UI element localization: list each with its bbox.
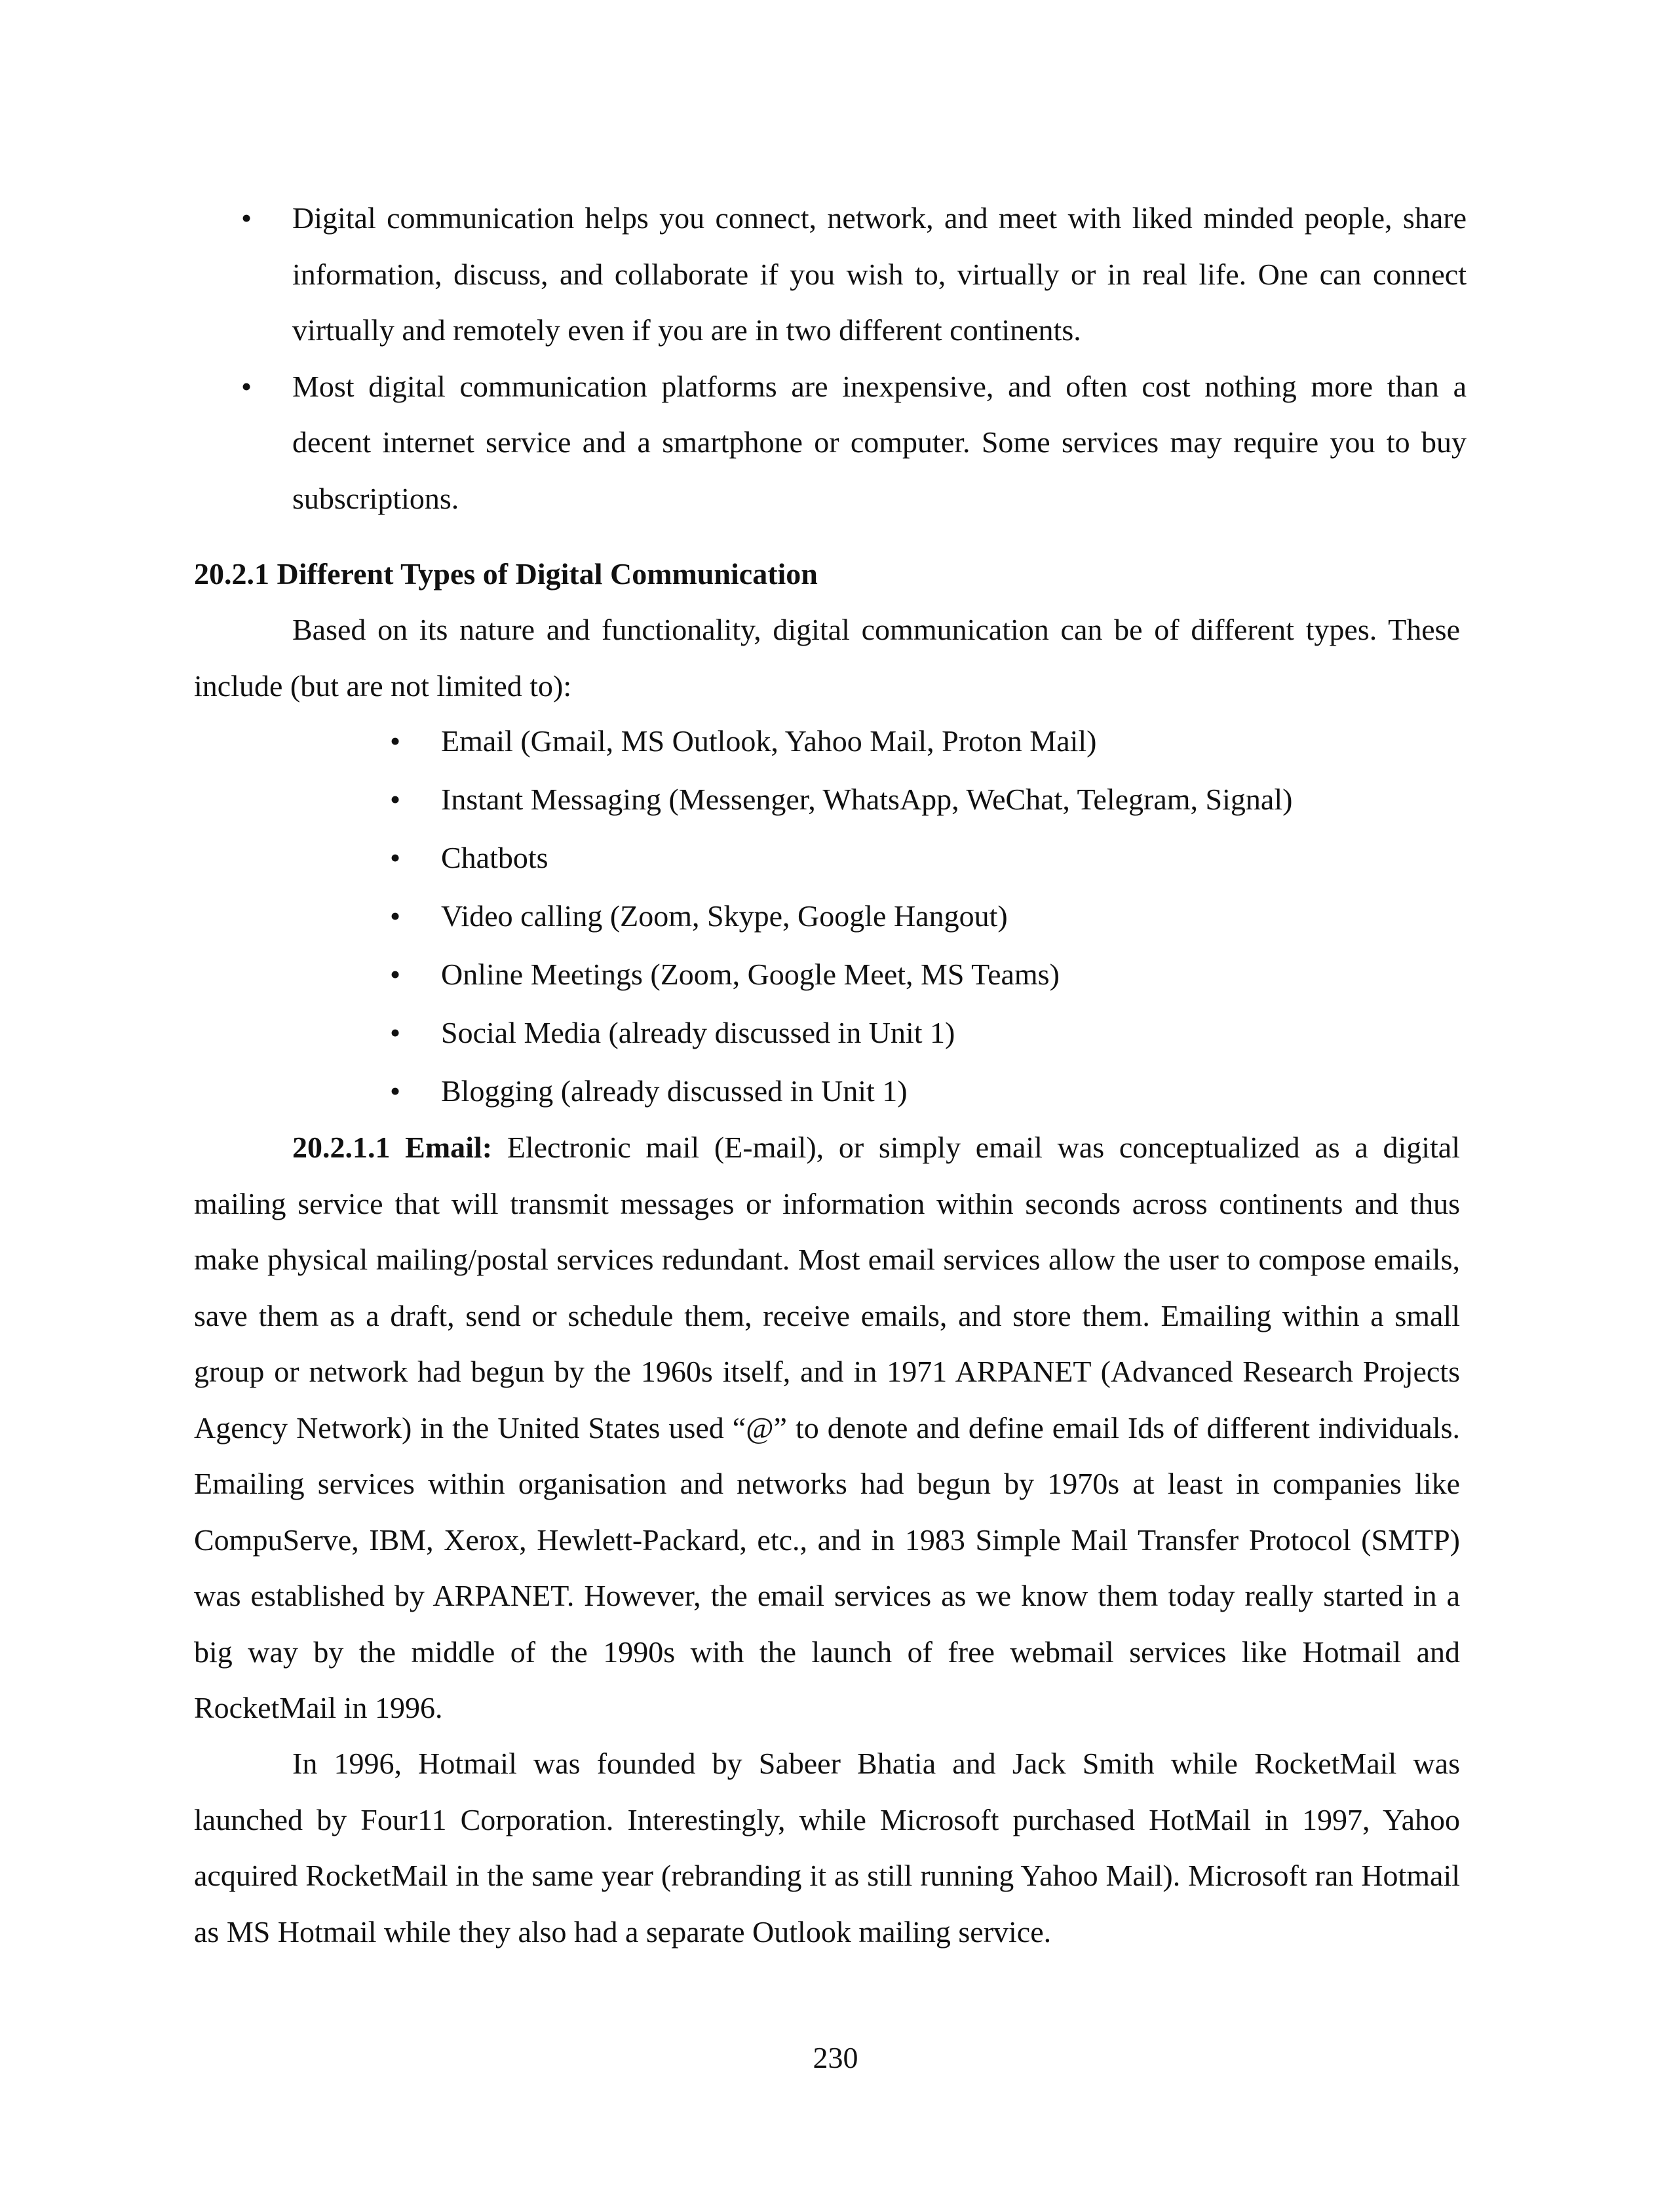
page-number: 230 — [813, 2041, 858, 2074]
list-item: • Online Meetings (Zoom, Google Meet, MS Teams) — [383, 946, 1465, 1005]
intro-paragraph: Based on its nature and functionality, digital communication can be of different types. These include (but are not limited to): — [194, 613, 1460, 703]
list-item: • Most digital communication platforms are inexpensive, and often cost nothing more than a decent internet service and a smartphone or computer. Some services may require you to buy subscriptions. — [235, 359, 1467, 527]
hotmail-paragraph: In 1996, Hotmail was founded by Sabeer Bhatia and Jack Smith while RocketMail was launched by Four11 Corporation. Interestingly, while Microsoft purchased HotMail in 1997, Yahoo acquired RocketMail in the same year (rebranding it as still running Yahoo Mail). Microsoft ran Hotmail as MS Hotmail while they also had a separate Outlook mailing service. — [194, 1747, 1460, 1949]
section-heading: 20.2.1 Different Types of Digital Communication — [194, 557, 818, 591]
list-item: • Instant Messaging (Messenger, WhatsApp, WeChat, Telegram, Signal) — [383, 771, 1465, 830]
email-subheading: 20.2.1.1 Email: — [292, 1131, 493, 1164]
list-item: • Blogging (already discussed in Unit 1) — [383, 1063, 1465, 1121]
email-text: Electronic mail (E-mail), or simply email was conceptualized as a digital mailing service that will transmit messages or information within seconds across continents and thus make physical mailing/postal services redundant. Most email services allow the user to compose emails, save them as a draft, send or schedule them, receive emails, and store them. Emailing within a small group or network had begun by the 1960s itself, and in 1971 ARPANET (Advanced Research Projects Agency Network) in the United States used “@” to denote and define email Ids of different individuals. Emailing services within organisation and networks had begun by 1970s at least in companies like CompuServe, IBM, Xerox, Hewlett-Packard, etc., and in 1983 Simple Mail Transfer Protocol (SMTP) was established by ARPANET. However, the email services as we know them today really started in a big way by the middle of the 1990s with the launch of free webmail services like Hotmail and RocketMail in 1996. — [194, 1131, 1460, 1724]
email-paragraph — [194, 1119, 1460, 1736]
list-item: • Email (Gmail, MS Outlook, Yahoo Mail, Proton Mail) — [383, 713, 1465, 771]
list-item: • Video calling (Zoom, Skype, Google Hangout) — [383, 888, 1465, 946]
types-list — [383, 713, 1465, 1121]
list-item: • Chatbots — [383, 830, 1465, 888]
top-bullet-list — [235, 190, 1467, 526]
list-item: • Digital communication helps you connect, network, and meet with liked minded people, share information, discuss, and collaborate if you wish to, virtually or in real life. One can connect virtually and remotely even if you are in two different continents. — [235, 190, 1467, 359]
list-item: • Social Media (already discussed in Unit 1) — [383, 1005, 1465, 1063]
